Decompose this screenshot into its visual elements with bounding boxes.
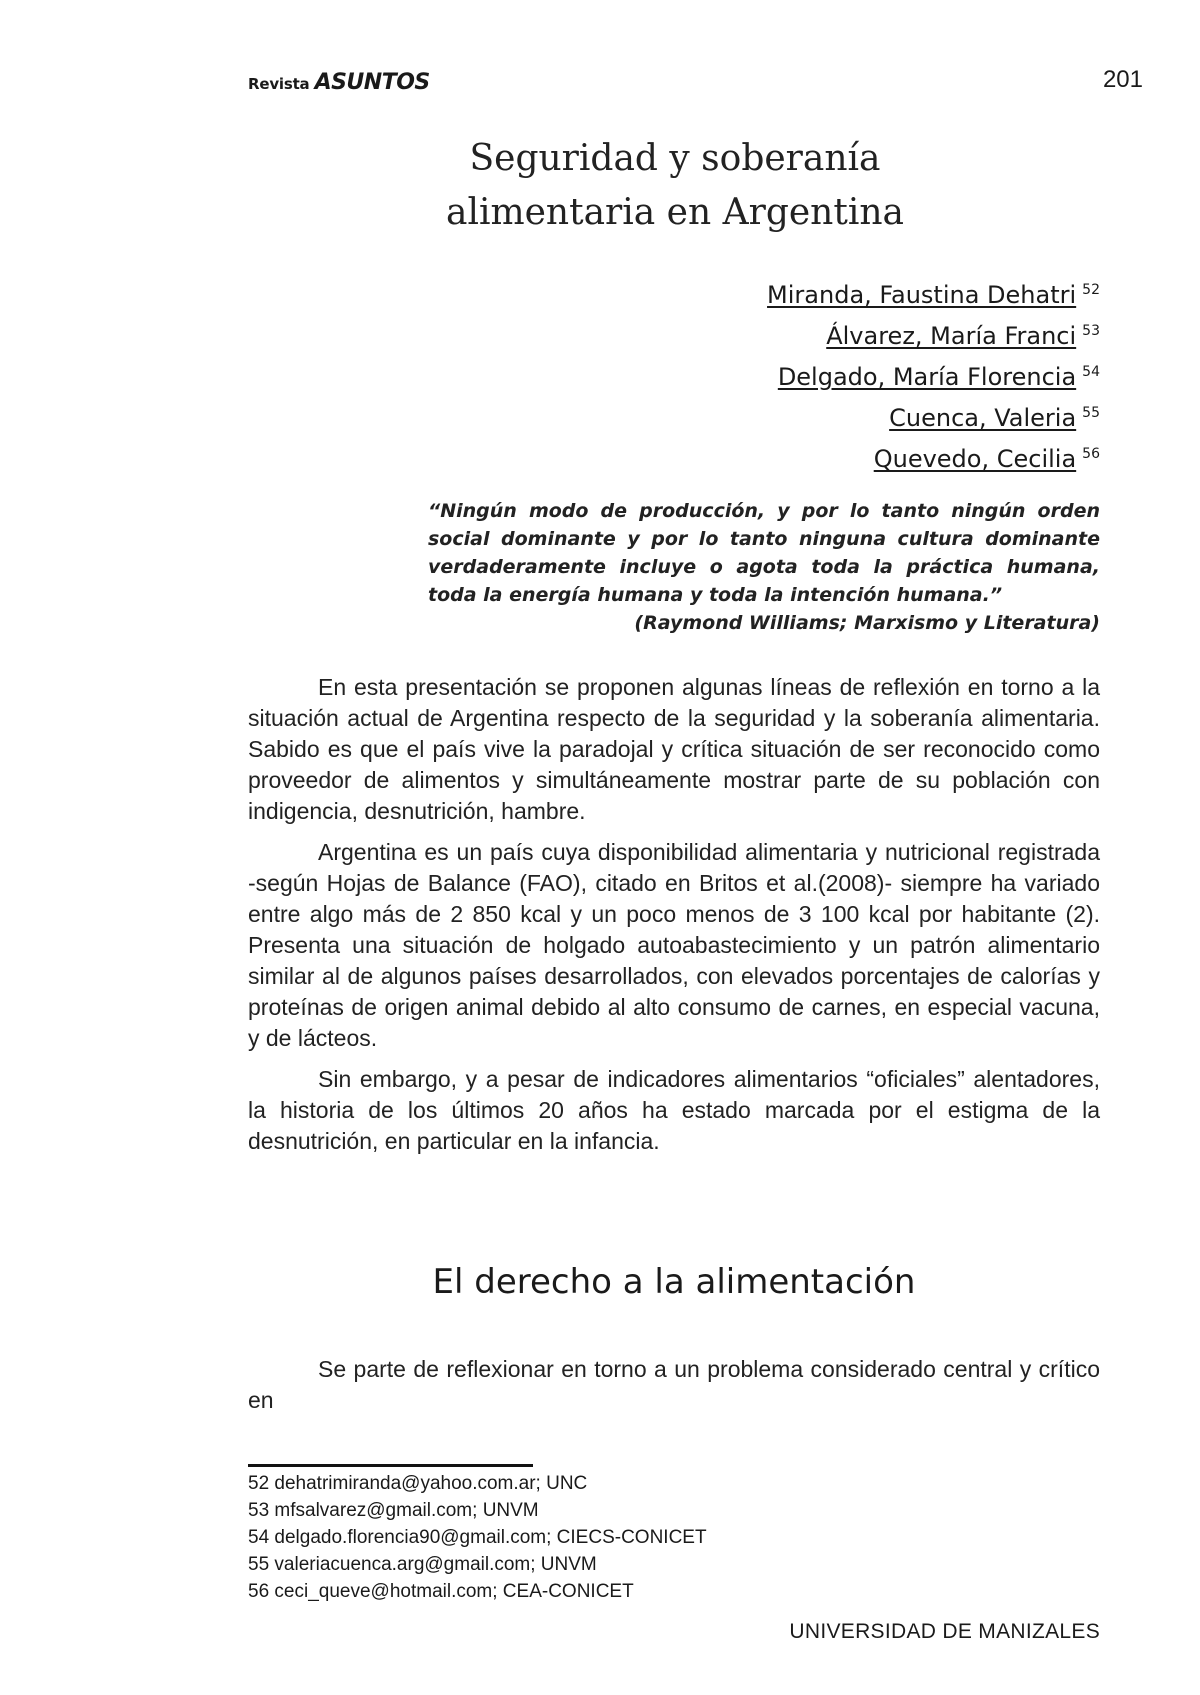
author-name[interactable]: Cuenca, Valeria (889, 404, 1077, 432)
epigraph (428, 497, 1100, 637)
footnote-ref[interactable]: 56 (1082, 446, 1100, 462)
author-item (640, 436, 1100, 477)
page-header (248, 66, 1143, 100)
footnote-ref[interactable]: 52 (1082, 282, 1100, 298)
footnote-item: 53 mfsalvarez@gmail.com; UNVM (248, 1500, 539, 1521)
author-name[interactable]: Delgado, María Florencia (777, 363, 1077, 391)
footnote-divider (248, 1464, 533, 1467)
author-item (640, 395, 1100, 436)
author-name[interactable]: Miranda, Faustina Dehatri (767, 281, 1077, 309)
article-body (248, 672, 1100, 1167)
section-heading: El derecho a la alimentación (432, 1262, 916, 1302)
paragraph: Sin embargo, y a pesar de indicadores alimentarios “oficiales” alentadores, la historia de los últimos 20 años ha estado marcada por el estigma de la desnutrición, en particular en la infancia. (248, 1066, 1100, 1154)
author-item (640, 272, 1100, 313)
article-title-line-2: alimentaria en Argentina (446, 192, 904, 233)
journal-logo-name: ASUNTOS (314, 70, 430, 95)
footnote-ref[interactable]: 53 (1082, 323, 1100, 339)
author-item (640, 313, 1100, 354)
paragraph: En esta presentación se proponen algunas líneas de reflexión en torno a la situación actual de Argentina respecto de la seguridad y la soberanía alimentaria. Sabido es que el país vive la paradojal y crítica situación de ser reconocido como proveedor de alimentos y simultáneamente mostrar parte de su población con indigencia, desnutrición, hambre. (248, 674, 1100, 824)
paragraph: Se parte de reflexionar en torno a un problema considerado central y crítico en (248, 1356, 1100, 1413)
article-title-line-1: Seguridad y soberanía (469, 138, 881, 179)
footnote-item: 54 delgado.florencia90@gmail.com; CIECS-CONICET (248, 1527, 707, 1548)
author-name[interactable]: Álvarez, María Franci (826, 322, 1077, 350)
author-name[interactable]: Quevedo, Cecilia (873, 445, 1077, 473)
journal-logo (248, 70, 430, 95)
epigraph-quote: “Ningún modo de producción, y por lo tanto ningún orden social dominante y por lo tanto ninguna cultura dominante verdaderamente incluye o agota toda la práctica humana, toda la energía humana y toda la intención humana.” (428, 500, 1100, 606)
footnote-item: 52 dehatrimiranda@yahoo.com.ar; UNC (248, 1473, 588, 1494)
footnote-item: 56 ceci_queve@hotmail.com; CEA-CONICET (248, 1581, 634, 1602)
author-list (640, 272, 1100, 477)
paragraph: Argentina es un país cuya disponibilidad alimentaria y nutricional registrada -según Hojas de Balance (FAO), citado en Britos et al.(2008)- siempre ha variado entre algo más de 2 850 kcal y un poco menos de 3 100 kcal por habitante (2). Presenta una situación de holgado autoabastecimiento y un patrón alimentario similar al de algunos países desarrollados, con elevados porcentajes de calorías y proteínas de origen animal debido al alto consumo de carnes, en especial vacuna, y de lácteos. (248, 839, 1100, 1051)
author-item (640, 354, 1100, 395)
journal-logo-prefix: Revista (248, 75, 310, 93)
footnote-item: 55 valeriacuenca.arg@gmail.com; UNVM (248, 1554, 597, 1575)
page-footer: UNIVERSIDAD DE MANIZALES (789, 1620, 1100, 1643)
footnote-ref[interactable]: 54 (1082, 364, 1100, 380)
section-body (248, 1354, 1100, 1426)
footnote-ref[interactable]: 55 (1082, 405, 1100, 421)
article-title (300, 132, 1050, 240)
page-number: 201 (1102, 66, 1143, 93)
footnotes (248, 1470, 1100, 1605)
epigraph-source: (Raymond Williams; Marxismo y Literatura) (634, 612, 1100, 634)
